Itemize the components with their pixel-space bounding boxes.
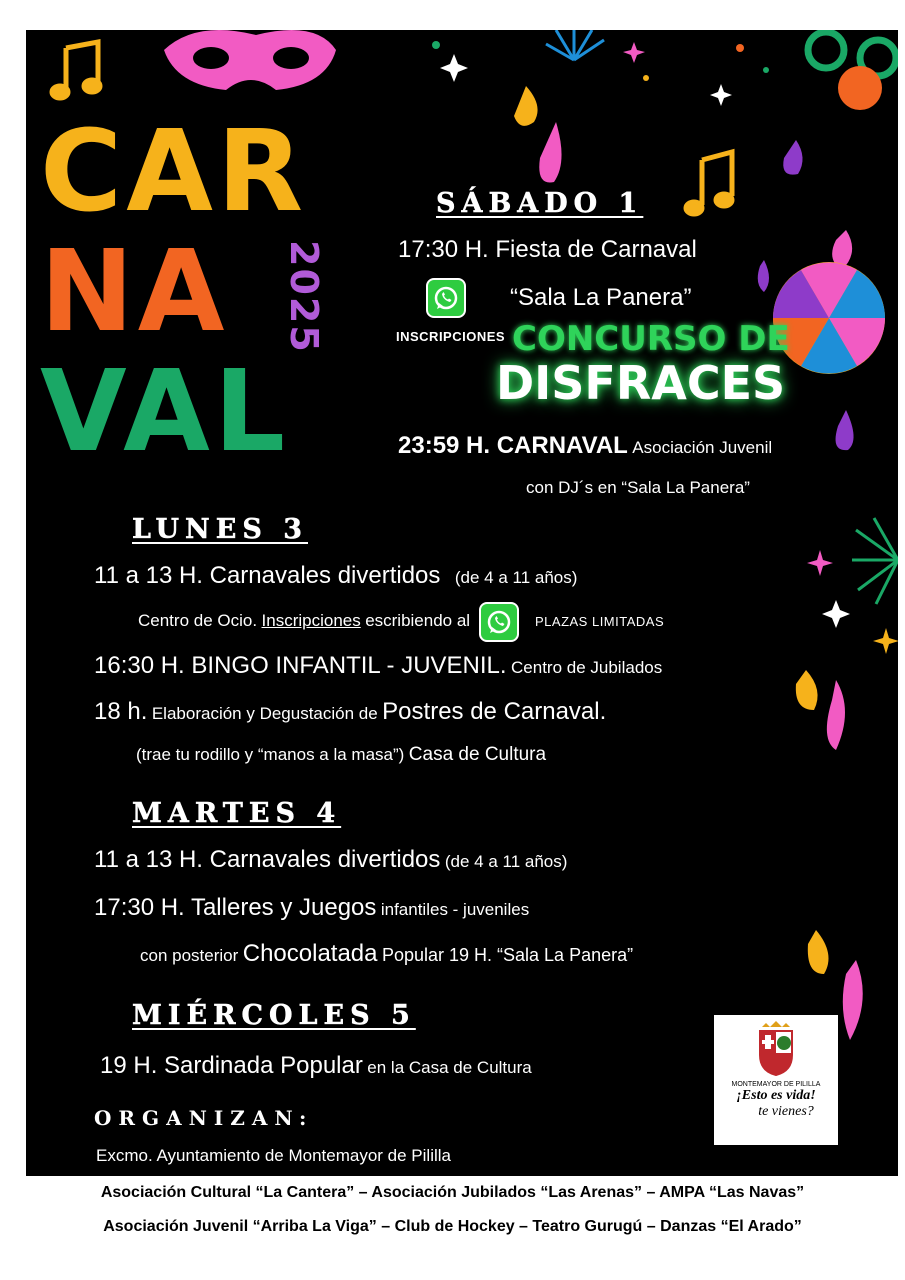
concurso-line2: DISFRACES — [496, 356, 786, 410]
lunes-l2-a: Centro de Ocio. — [138, 611, 258, 631]
lunes-l4-a: Elaboración y Degustación de — [151, 704, 378, 723]
sabado-carnaval-time: 23:59 H. CARNAVAL — [398, 432, 628, 459]
lunes-l1-main: 11 a 13 H. Carnavales divertidos — [94, 562, 441, 589]
martes-l3-c: Popular 19 H. “Sala La Panera” — [381, 945, 634, 965]
lunes-line4 — [94, 698, 606, 726]
firework-icon — [852, 518, 898, 604]
logo-slogan2: te vienes? — [758, 1104, 814, 1119]
lunes-line3 — [94, 652, 662, 680]
sabado-line1: 17:30 H. Fiesta de Carnaval — [398, 236, 697, 263]
title-year: 2025 — [282, 240, 326, 354]
organizan-line3: Asociación Juvenil “Arriba La Viga” – Club de Hockey – Teatro Gurugú – Danzas “El Arado” — [103, 1218, 802, 1235]
music-note-icon — [52, 42, 100, 98]
whatsapp-icon[interactable] — [479, 602, 519, 642]
organizan-line1: Excmo. Ayuntamiento de Montemayor de Pililla — [96, 1146, 451, 1165]
mask-icon — [164, 30, 336, 90]
martes-l2-main: 17:30 H. Talleres y Juegos — [94, 894, 377, 921]
lunes-l5-a: (trae tu rodillo y “manos a la masa”) — [136, 745, 405, 764]
lunes-heading: LUNES 3 — [132, 514, 308, 545]
miercoles-heading: MIÉRCOLES 5 — [132, 1000, 416, 1031]
firework-icon — [546, 30, 604, 60]
lunes-l3-main: 16:30 H. BINGO INFANTIL - JUVENIL. — [94, 652, 507, 679]
martes-l3-a: con posterior — [140, 946, 239, 965]
lunes-line2 — [138, 602, 664, 642]
inscripciones-label: INSCRIPCIONES — [396, 329, 506, 344]
lunes-l5-b: Casa de Cultura — [408, 744, 547, 765]
title-val: VAL — [40, 347, 290, 477]
lunes-l2-b: escribiendo al — [365, 611, 471, 631]
lunes-l2-link[interactable]: Inscripciones — [261, 611, 361, 631]
music-note-icon — [686, 152, 732, 214]
organizan-heading: ORGANIZAN: — [94, 1106, 314, 1130]
concurso-line1: CONCURSO DE — [512, 319, 790, 359]
confetti-ball-icon — [838, 66, 882, 110]
martes-l3-b: Chocolatada — [242, 940, 378, 967]
logo-slogan1: ¡Esto es vida! — [736, 1088, 816, 1103]
sabado-line4: con DJ´s en “Sala La Panera” — [526, 478, 750, 497]
martes-heading: MARTES 4 — [132, 798, 342, 829]
miercoles-l1-rest: en la Casa de Cultura — [367, 1058, 532, 1077]
lunes-l1-ages: (de 4 a 11 años) — [454, 568, 578, 587]
logo-town: MONTEMAYOR DE PILILLA — [731, 1081, 821, 1088]
lunes-l2-limit: PLAZAS LIMITADAS — [535, 614, 665, 630]
martes-line3 — [140, 940, 633, 968]
martes-l1-ages: (de 4 a 11 años) — [444, 852, 568, 871]
sparkle-icon — [623, 42, 645, 63]
sabado-line3 — [398, 432, 772, 460]
town-logo — [714, 1015, 838, 1145]
martes-line1 — [94, 846, 567, 874]
coat-of-arms-icon — [756, 1021, 796, 1077]
martes-l1-main: 11 a 13 H. Carnavales divertidos — [94, 846, 441, 873]
miercoles-line1 — [100, 1052, 532, 1080]
title-na: NA — [40, 227, 229, 357]
lunes-l4-time: 18 h. — [94, 698, 148, 725]
sparkle-icon — [807, 550, 833, 576]
poster — [26, 30, 898, 1176]
organizan-line2: Asociación Cultural “La Cantera” – Asociación Jubilados “Las Arenas” – AMPA “Las Navas” — [100, 1184, 805, 1201]
sparkle-icon — [873, 628, 898, 654]
lunes-l3-rest: Centro de Jubilados — [511, 658, 663, 677]
whatsapp-icon[interactable] — [426, 278, 466, 318]
martes-line2 — [94, 894, 529, 922]
sabado-heading: SÁBADO 1 — [436, 188, 644, 219]
lunes-line1 — [94, 562, 577, 590]
martes-l2-rest: infantiles - juveniles — [380, 900, 530, 919]
sabado-venue: “Sala La Panera” — [510, 284, 692, 311]
lunes-line5 — [136, 744, 546, 766]
title-car: CAR — [40, 107, 308, 237]
lunes-l4-b: Postres de Carnaval. — [382, 698, 607, 725]
sabado-carnaval-rest: Asociación Juvenil — [632, 438, 773, 457]
miercoles-l1-main: 19 H. Sardinada Popular — [100, 1052, 363, 1079]
